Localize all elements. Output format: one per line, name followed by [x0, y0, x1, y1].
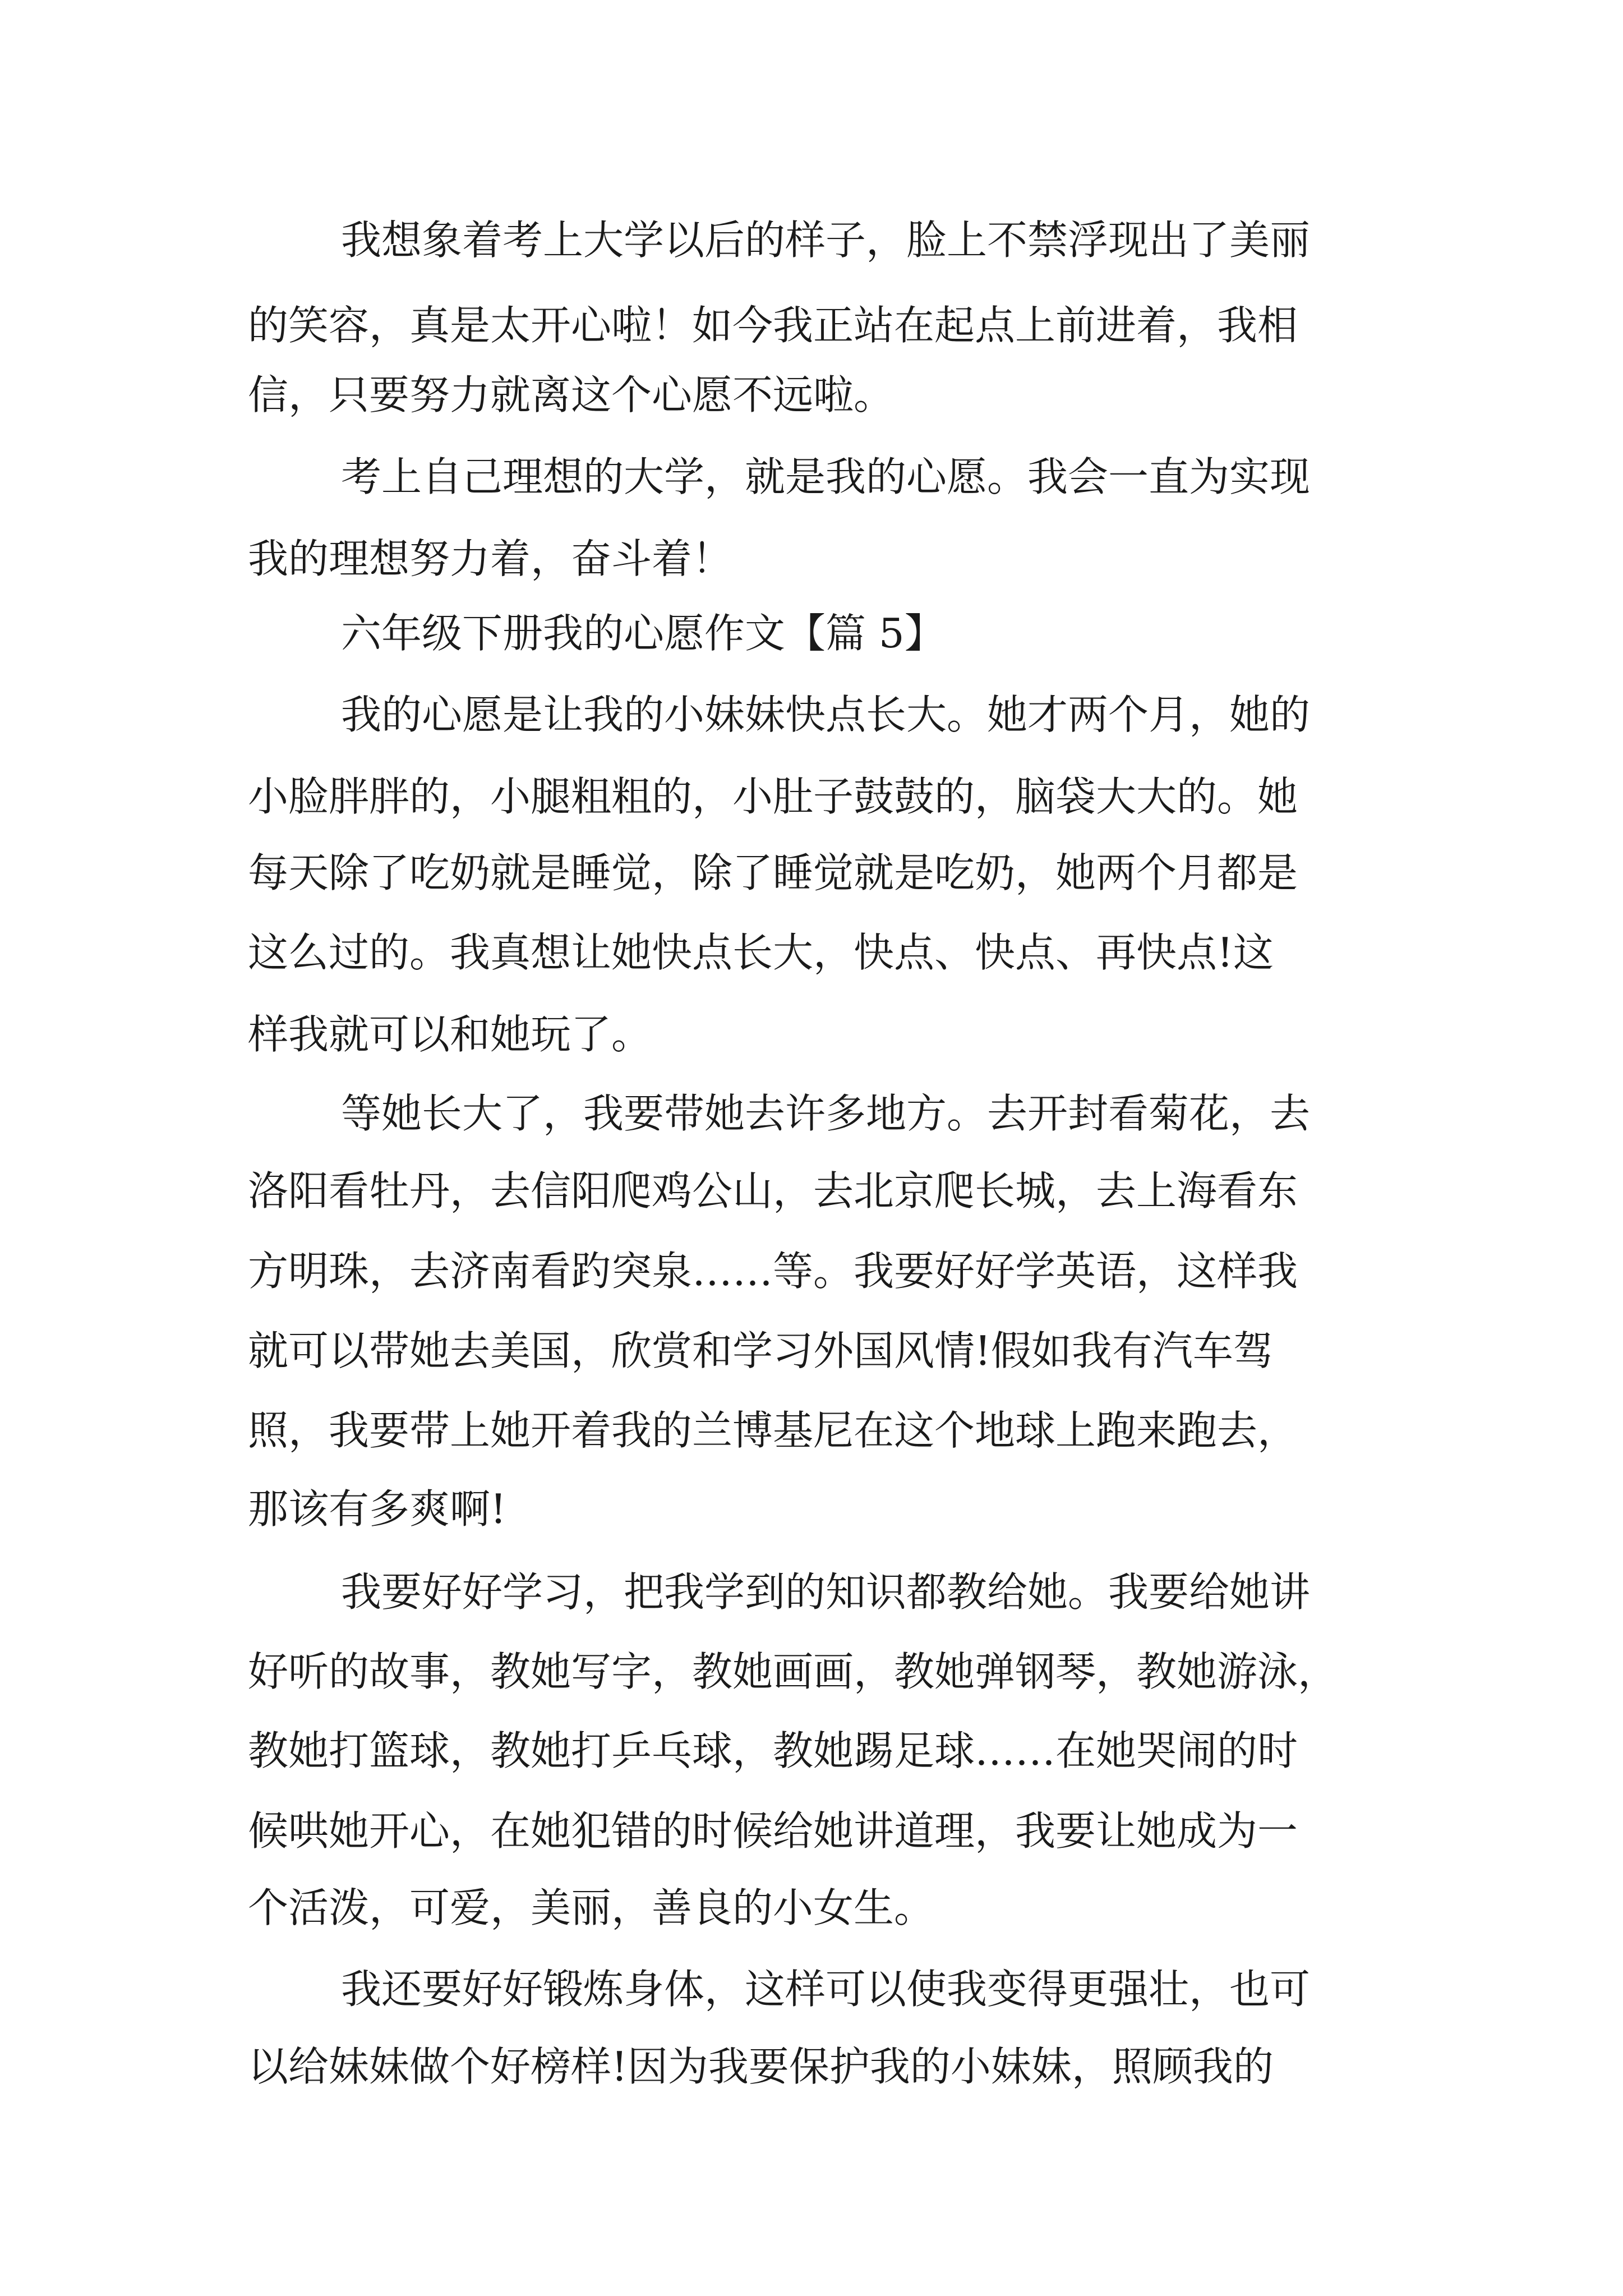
text-line: 考上自己理想的大学，就是我的心愿。我会一直为实现 [341, 453, 1311, 500]
text-line: 就可以带她去美国，欣赏和学习外国风情!假如我有汽车驾 [248, 1327, 1274, 1374]
text-line: 我的理想努力着，奋斗着！ [248, 535, 733, 582]
text-line: 照，我要带上她开着我的兰博基尼在这个地球上跑来跑去， [248, 1407, 1298, 1454]
section-heading: 六年级下册我的心愿作文【篇 5】 [341, 610, 945, 657]
text-line: 那该有多爽啊! [248, 1485, 506, 1533]
text-line: 这么过的。我真想让她快点长大，快点、快点、再快点!这 [248, 929, 1274, 976]
text-line: 方明珠，去济南看趵突泉……等。我要好好学英语，这样我 [248, 1248, 1298, 1295]
text-line: 候哄她开心，在她犯错的时候给她讲道理，我要让她成为一 [248, 1807, 1298, 1855]
text-line: 我还要好好锻炼身体，这样可以使我变得更强壮，也可 [341, 1966, 1311, 2013]
text-line: 样我就可以和她玩了。 [248, 1011, 652, 1058]
text-line: 洛阳看牡丹，去信阳爬鸡公山，去北京爬长城，去上海看东 [248, 1167, 1298, 1214]
text-line: 小脸胖胖的，小腿粗粗的，小肚子鼓鼓的，脑袋大大的。她 [248, 773, 1298, 820]
text-line: 等她长大了，我要带她去许多地方。去开封看菊花，去 [341, 1090, 1311, 1137]
text-line: 信，只要努力就离这个心愿不远啦。 [248, 371, 895, 418]
text-line: 个活泼，可爱，美丽，善良的小女生。 [248, 1884, 935, 1931]
text-line: 我想象着考上大学以后的样子，脸上不禁浮现出了美丽 [341, 217, 1311, 264]
text-line: 教她打篮球，教她打乒乓球，教她踢足球……在她哭闹的时 [248, 1727, 1298, 1774]
text-line: 以给妹妹做个好榜样!因为我要保护我的小妹妹，照顾我的 [248, 2043, 1274, 2090]
text-line: 我的心愿是让我的小妹妹快点长大。她才两个月，她的 [341, 691, 1311, 738]
text-line: 好听的故事，教她写字，教她画画，教她弹钢琴，教她游泳， [248, 1648, 1339, 1695]
text-line: 我要好好学习，把我学到的知识都教给她。我要给她讲 [341, 1568, 1311, 1616]
text-line: 每天除了吃奶就是睡觉，除了睡觉就是吃奶，她两个月都是 [248, 849, 1298, 896]
text-line: 的笑容，真是太开心啦！如今我正站在起点上前进着，我相 [248, 302, 1298, 349]
